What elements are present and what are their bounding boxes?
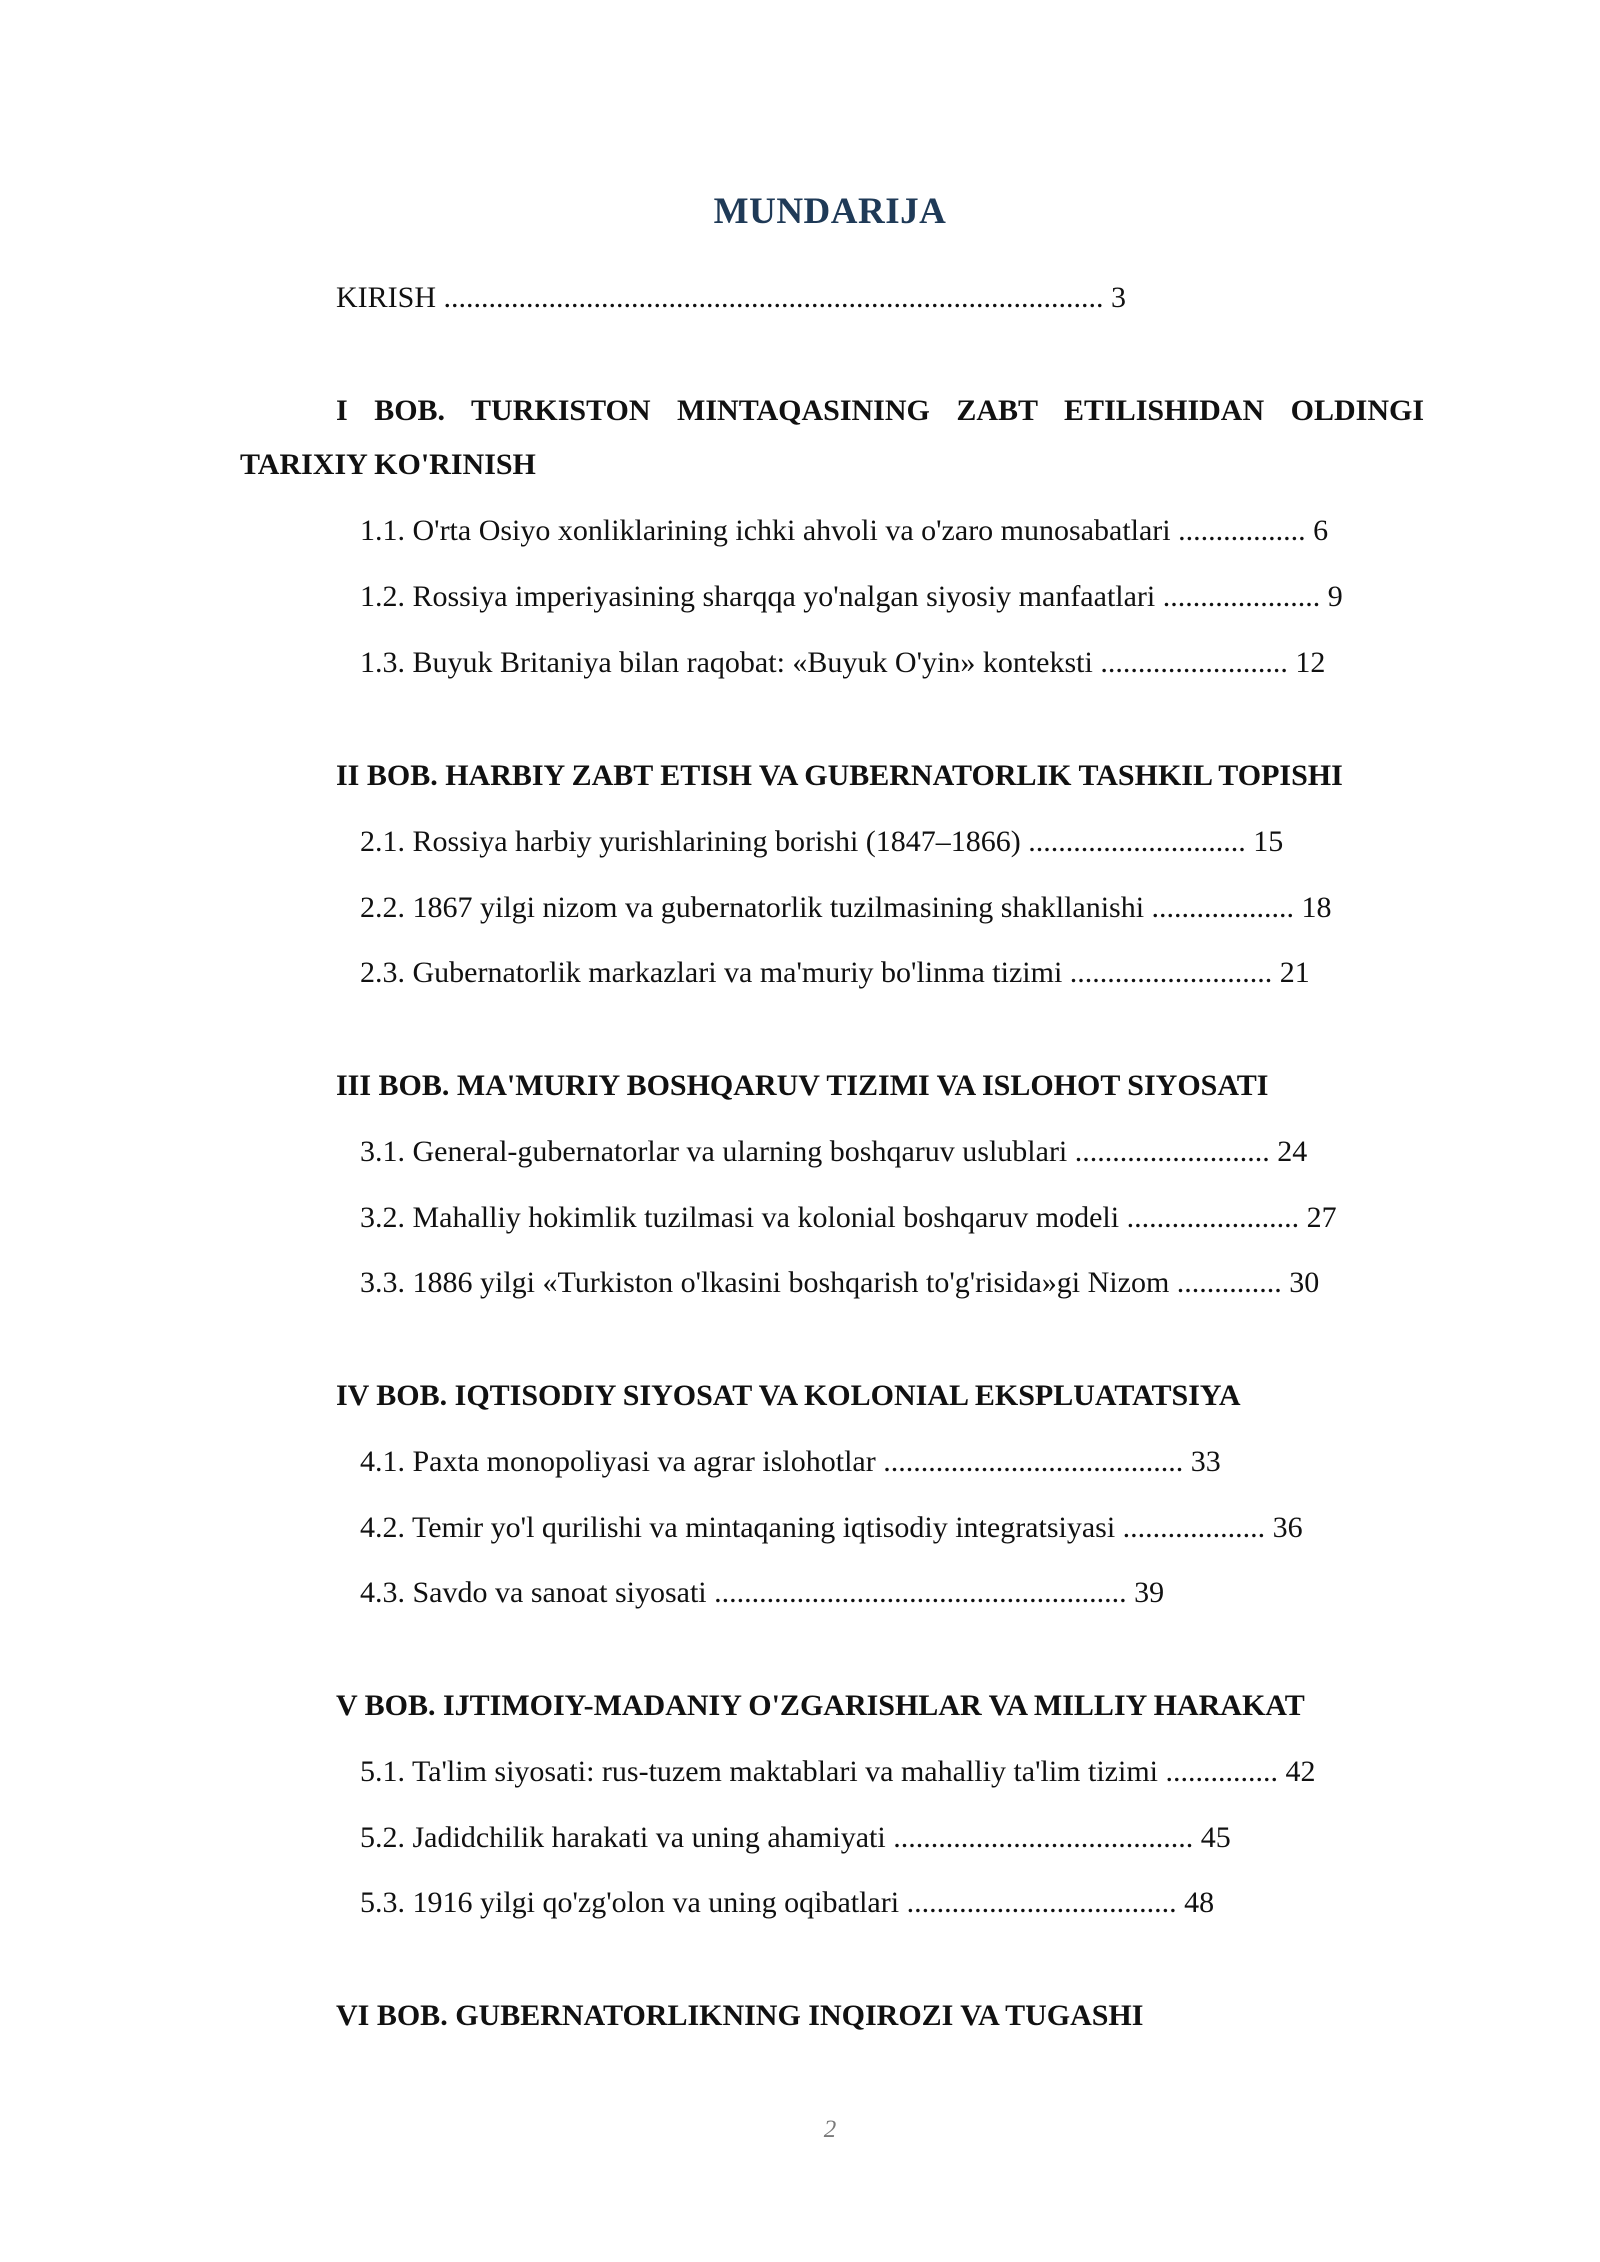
toc-entry: 3.1. General-gubernatorlar va ularning boshqaruv uslublari .......................... 24 — [360, 1135, 1308, 1168]
chapter-2-heading: II BOB. HARBIY ZABT ETISH VA GUBERNATORLIK TASHKIL TOPISHI — [336, 759, 1343, 792]
toc-entry: 5.3. 1916 yilgi qo'zg'olon va uning oqibatlari .................................... 48 — [360, 1886, 1215, 1919]
toc-entry: 1.2. Rossiya imperiyasining sharqqa yo'nalgan siyosiy manfaatlari ..................... 9 — [360, 580, 1343, 613]
toc-entry-intro: KIRISH ........................................................................................ 3 — [336, 281, 1127, 314]
page-number: 2 — [823, 2116, 837, 2143]
toc-entry: 5.1. Ta'lim siyosati: rus-tuzem maktablari va mahalliy ta'lim tizimi ............... 42 — [360, 1755, 1316, 1788]
chapter-3-heading: III BOB. MA'MURIY BOSHQARUV TIZIMI VA ISLOHOT SIYOSATI — [336, 1069, 1269, 1102]
toc-entry: 2.3. Gubernatorlik markazlari va ma'muriy bo'linma tizimi ........................... 21 — [360, 956, 1310, 989]
chapter-5-heading: V BOB. IJTIMOIY-MADANIY O'ZGARISHLAR VA MILLIY HARAKAT — [336, 1689, 1305, 1722]
toc-entry: 3.2. Mahalliy hokimlik tuzilmasi va kolonial boshqaruv modeli ....................... 27 — [360, 1201, 1337, 1234]
chapter-1-heading: I BOB. TURKISTON MINTAQASINING ZABT ETILISHIDAN OLDINGI — [336, 394, 1424, 427]
toc-entry: 1.1. O'rta Osiyo xonliklarining ichki ahvoli va o'zaro munosabatlari ................. 6 — [360, 514, 1329, 547]
chapter-1-heading-cont: TARIXIY KO'RINISH — [240, 448, 536, 481]
toc-entry: 5.2. Jadidchilik harakati va uning ahamiyati ........................................ 45 — [360, 1821, 1231, 1854]
toc-entry: 2.1. Rossiya harbiy yurishlarining borishi (1847–1866) ............................. 15 — [360, 825, 1284, 858]
toc-entry: 3.3. 1886 yilgi «Turkiston o'lkasini boshqarish to'g'risida»gi Nizom .............. 30 — [360, 1266, 1320, 1299]
toc-entry: 4.2. Temir yo'l qurilishi va mintaqaning iqtisodiy integratsiyasi ................... 36 — [360, 1511, 1303, 1544]
chapter-6-heading: VI BOB. GUBERNATORLIKNING INQIROZI VA TUGASHI — [336, 1999, 1144, 2032]
toc-title: MUNDARIJA — [713, 191, 947, 232]
toc-entry: 4.1. Paxta monopoliyasi va agrar islohotlar ........................................ 33 — [360, 1445, 1221, 1478]
toc-entry: 4.3. Savdo va sanoat siyosati ....................................................... 39 — [360, 1576, 1165, 1609]
toc-entry: 2.2. 1867 yilgi nizom va gubernatorlik tuzilmasining shakllanishi ................... 18 — [360, 891, 1332, 924]
chapter-4-heading: IV BOB. IQTISODIY SIYOSAT VA KOLONIAL EKSPLUATATSIYA — [336, 1379, 1241, 1412]
toc-entry: 1.3. Buyuk Britaniya bilan raqobat: «Buyuk O'yin» konteksti ......................... 12 — [360, 646, 1326, 679]
